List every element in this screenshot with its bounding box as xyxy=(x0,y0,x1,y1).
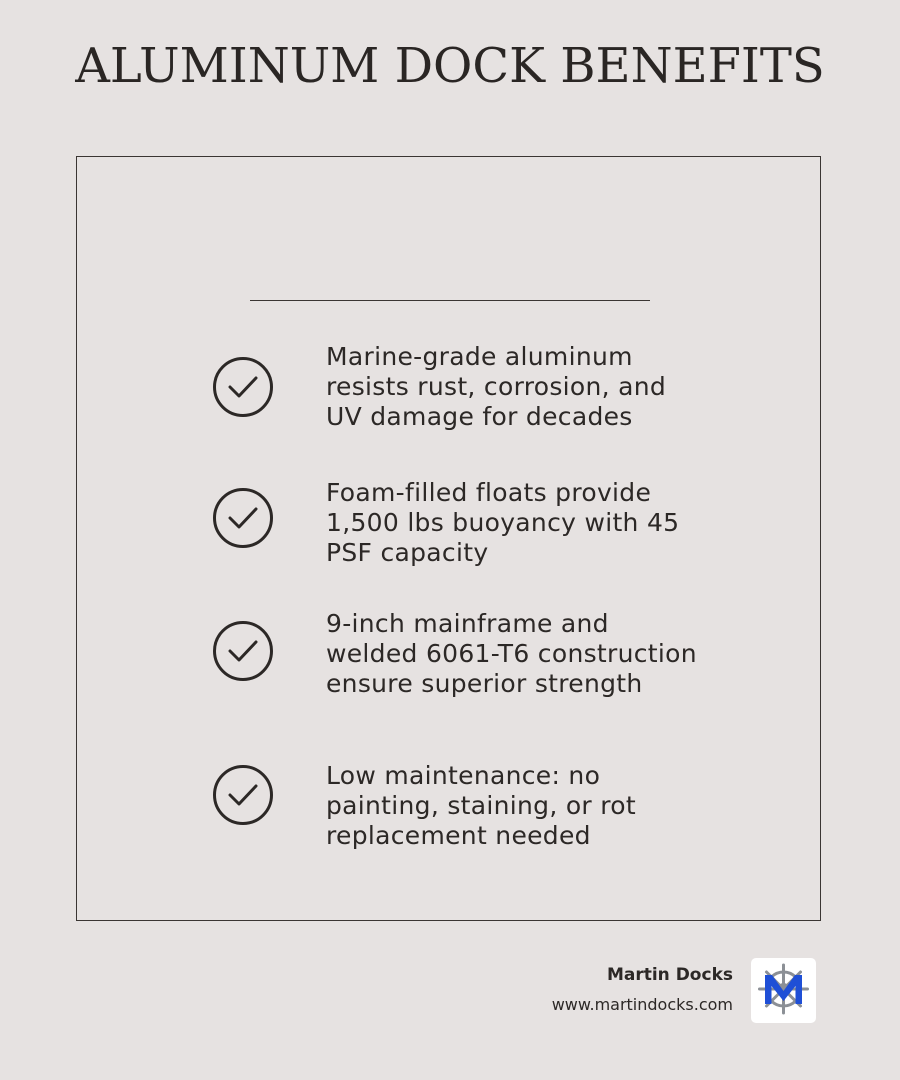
benefit-line: replacement needed xyxy=(326,821,591,850)
benefit-line: Low maintenance: no xyxy=(326,761,601,790)
divider-line xyxy=(250,300,650,301)
benefit-line: 9-inch mainframe and xyxy=(326,609,609,638)
check-circle-icon xyxy=(212,620,274,682)
benefit-line: UV damage for decades xyxy=(326,402,633,431)
benefit-text xyxy=(326,342,726,432)
benefit-text xyxy=(326,609,726,699)
martin-docks-logo[interactable] xyxy=(751,958,816,1023)
benefit-text xyxy=(326,478,726,568)
brand-name: Martin Docks xyxy=(606,965,733,985)
check-circle-icon xyxy=(212,356,274,418)
benefit-line: ensure superior strength xyxy=(326,669,643,698)
benefit-line: resists rust, corrosion, and xyxy=(326,372,667,401)
benefit-line: 1,500 lbs buoyancy with 45 xyxy=(326,508,680,537)
benefit-line: Marine-grade aluminum xyxy=(326,342,633,371)
benefit-line: Foam-filled floats provide xyxy=(326,478,652,507)
benefit-text xyxy=(326,761,726,851)
benefit-line: welded 6061-T6 construction xyxy=(326,639,697,668)
brand-url[interactable]: www.martindocks.com xyxy=(551,995,733,1014)
page-title: ALUMINUM DOCK BENEFITS xyxy=(75,38,825,94)
check-circle-icon xyxy=(212,487,274,549)
benefit-line: PSF capacity xyxy=(326,538,489,567)
benefit-line: painting, staining, or rot xyxy=(326,791,636,820)
check-circle-icon xyxy=(212,764,274,826)
